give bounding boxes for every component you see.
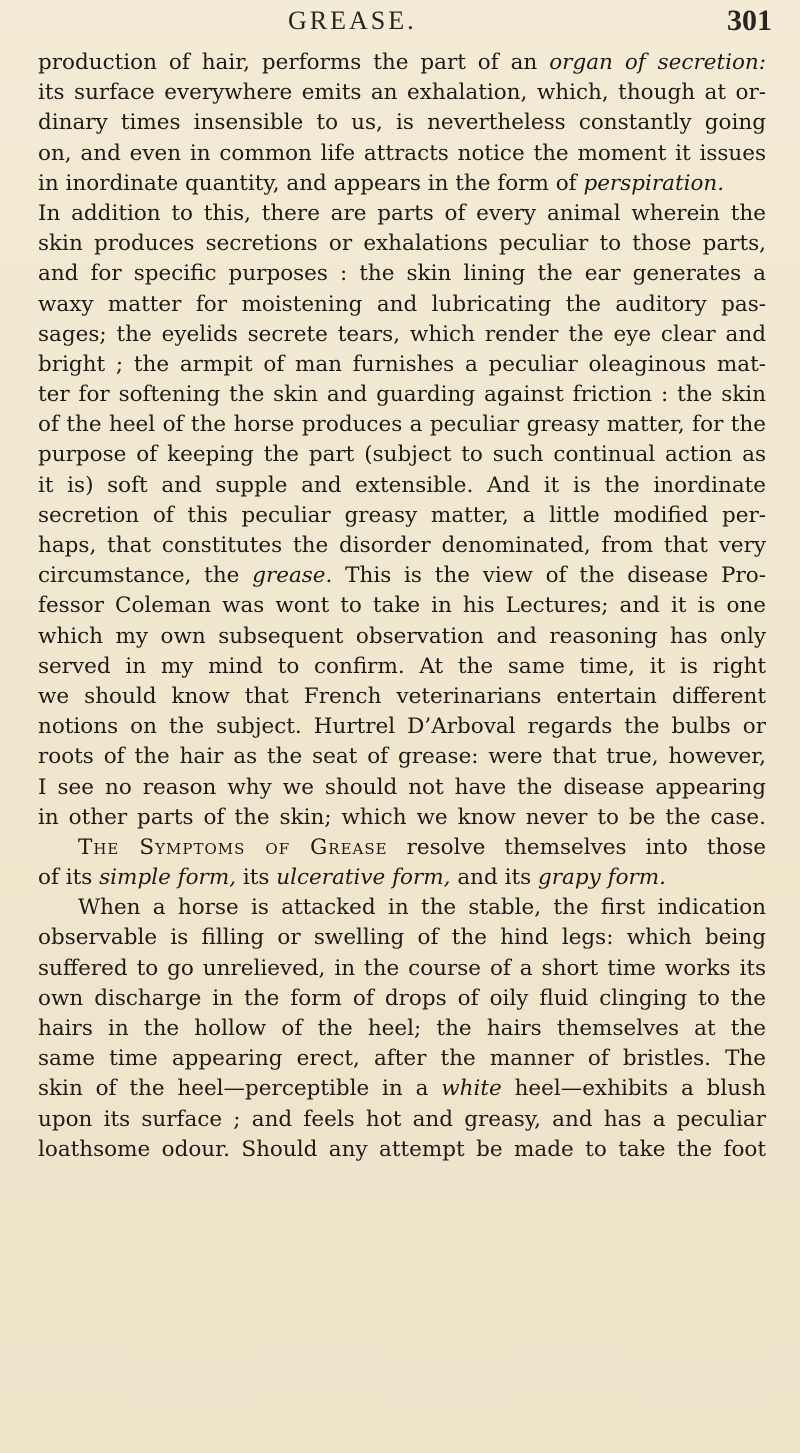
text-line: its surface everywhere emits an exhalation, which, though at or- xyxy=(38,80,766,106)
text-line: skin produces secretions or exhalations peculiar to those parts, xyxy=(38,231,766,257)
text-line: hairs in the hollow of the heel; the hairs themselves at the xyxy=(38,1016,766,1041)
text-line: bright ; the armpit of man furnishes a peculiar oleaginous mat- xyxy=(38,351,766,377)
text-line: we should know that French veterinarians entertain different xyxy=(38,683,766,709)
text-line: roots of the hair as the seat of grease: were that true, however, xyxy=(38,744,766,770)
text-line: secretion of this peculiar greasy matter, a little modified per- xyxy=(38,502,766,528)
text-line: same time appearing erect, after the manner of bristles. The xyxy=(38,1046,766,1072)
text-line: In addition to this, there are parts of every animal wherein the xyxy=(38,200,766,226)
section-heading-line: The Symptoms of Grease resolve themselves into those xyxy=(78,834,766,860)
text-line: in inordinate quantity, and appears in the form of perspiration. xyxy=(38,170,725,196)
text-line: sages; the eyelids secrete tears, which render the eye clear and xyxy=(38,321,766,347)
running-head xyxy=(0,4,800,44)
running-title: GREASE. xyxy=(288,6,417,35)
page-number: 301 xyxy=(727,4,772,37)
text-line: own discharge in the form of drops of oily fluid clinging to the xyxy=(38,985,766,1011)
text-line: suffered to go unrelieved, in the course of a short time works its xyxy=(38,955,766,981)
text-line: skin of the heel—perceptible in a white heel—exhibits a blush xyxy=(38,1076,766,1102)
section-heading: The Symptoms of Grease xyxy=(78,834,388,860)
text-line: production of hair, performs the part of an organ of secretion: xyxy=(38,50,766,75)
text-line: it is) soft and supple and extensible. And it is the inordinate xyxy=(38,472,766,498)
text-line: ter for softening the skin and guarding against friction : the skin xyxy=(38,382,766,408)
text-line: waxy matter for moistening and lubricating the auditory pas- xyxy=(38,291,766,317)
text-line: of its simple form, its ulcerative form, and its grapy form. xyxy=(38,865,667,891)
text-line: and for specific purposes : the skin lining the ear generates a xyxy=(38,261,766,287)
text-line: in other parts of the skin; which we know never to be the case. xyxy=(38,804,766,830)
text-line: dinary times insensible to us, is nevertheless constantly going xyxy=(38,110,766,136)
text-line: served in my mind to confirm. At the same time, it is right xyxy=(38,653,766,679)
text-line: of the heel of the horse produces a peculiar greasy matter, for the xyxy=(38,412,766,438)
body-text xyxy=(38,48,766,1165)
text-line: I see no reason why we should not have the disease appearing xyxy=(38,774,766,800)
text-line: which my own subsequent observation and reasoning has only xyxy=(38,623,766,649)
text-line: notions on the subject. Hurtrel D’Arboval regards the bulbs or xyxy=(38,714,766,740)
text-line: upon its surface ; and feels hot and greasy, and has a peculiar xyxy=(38,1106,766,1132)
text-line: fessor Coleman was wont to take in his Lectures; and it is one xyxy=(38,593,766,619)
text-line: purpose of keeping the part (subject to such continual action as xyxy=(38,442,766,468)
text-line: on, and even in common life attracts notice the moment it issues xyxy=(38,140,766,166)
text-line: When a horse is attacked in the stable, the first indication xyxy=(78,895,766,921)
text-line: loathsome odour. Should any attempt be made to take the foot xyxy=(38,1136,766,1162)
text-line: circumstance, the grease. This is the view of the disease Pro- xyxy=(38,563,766,589)
text-line: haps, that constitutes the disorder denominated, from that very xyxy=(38,533,766,558)
text-line: observable is filling or swelling of the hind legs: which being xyxy=(38,925,766,951)
